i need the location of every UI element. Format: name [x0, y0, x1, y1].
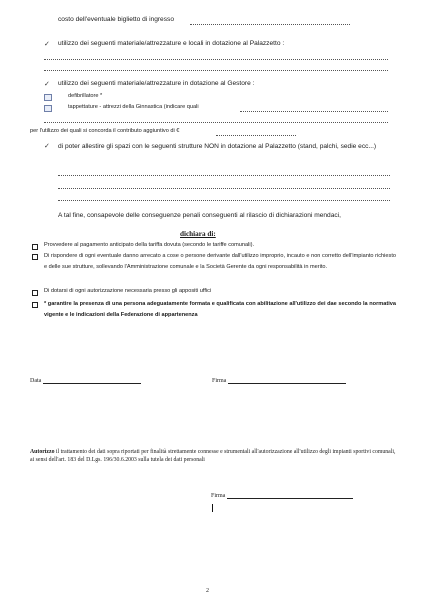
decl3-checkbox[interactable]: [32, 290, 38, 296]
decl2-text: Di rispondere di ogni eventuale danno arrecato a cose o persone derivante dall'utilizzo improprio, incauto e non corretto dell'impianto richiesto e delle sue strutture, sollevando l'Amministrazione comunale e la Società Gerente da ogni responsabilità in merito.: [44, 253, 396, 270]
decl1-checkbox[interactable]: [32, 244, 38, 250]
firma-underline[interactable]: [228, 377, 346, 384]
page-number: 2: [206, 588, 209, 594]
data-underline[interactable]: [43, 377, 141, 384]
data-label: Data: [30, 378, 42, 384]
spaces-dotted-field-3[interactable]: [58, 200, 390, 201]
cost-line: [58, 16, 174, 23]
cost-label: costo dell'eventuale biglietto di ingresso: [58, 16, 174, 23]
tappet-checkbox[interactable]: [44, 105, 52, 112]
item-spaces-label: di poter allestire gli spazi con le seguenti strutture NON in dotazione al Palazzetto (stand, palchi, sedie ecc...): [58, 143, 377, 150]
local-dotted-field-2[interactable]: [44, 70, 388, 71]
privacy-text: [30, 449, 400, 464]
item-gestore-label: utilizzo dei seguenti materiale/attrezzature in dotazione al Gestore :: [58, 80, 255, 87]
check-icon: ✓: [44, 81, 50, 88]
defib-label: defibrillatore *: [68, 93, 103, 99]
text-cursor: [212, 504, 213, 512]
decl2-checkbox[interactable]: [32, 254, 38, 260]
contrib-dotted-field[interactable]: [216, 135, 296, 136]
firma2-field: [211, 492, 353, 499]
privacy-rest: il trattamento dei dati sopra riportati per finalità strettamente connesse e strumentali all'autorizzazione all'utilizzo degli impianti sportivi comunali, ai sensi dell'art. 183 del D.Lgs. 196/30.6.2003 sulla tutela dei dati personali: [30, 449, 396, 463]
spaces-dotted-field-1[interactable]: [58, 175, 390, 176]
firma-field: [212, 377, 346, 384]
firma-label: Firma: [212, 378, 227, 384]
decl3-text: Di dotarsi di ogni autorizzazione necessaria presso gli appositi uffici: [44, 288, 212, 294]
check-icon: ✓: [44, 143, 50, 150]
firma2-label: Firma: [211, 493, 226, 499]
local-dotted-field-1[interactable]: [44, 59, 388, 60]
tappet-dotted-field[interactable]: [240, 111, 388, 112]
cost-dotted-field[interactable]: [190, 24, 350, 25]
firma2-underline[interactable]: [227, 492, 353, 499]
tappet-label: tappettature - attrezzi della Ginnastica (indicare quali: [68, 104, 199, 110]
spaces-dotted-field-2[interactable]: [58, 188, 390, 189]
privacy-bold: Autorizzo: [30, 449, 55, 455]
decl4-text: * garantire la presenza di una persona adeguatamente formata e qualificata con abilitazione all'utilizzo dei dae secondo la normativa vigente e le indicazioni della Federazione di appartenenza: [44, 301, 396, 318]
consapevole-text: A tal fine, consapevole delle conseguenze penali conseguenti al rilascio di dichiarazioni mendaci,: [58, 212, 341, 219]
decl1-text: Provvedere al pagamento anticipato della tariffa dovuta (secondo le tariffe comunali).: [44, 242, 254, 248]
defib-checkbox[interactable]: [44, 94, 52, 101]
item-local-label: utilizzo dei seguenti materiale/attrezzature e locali in dotazione al Palazzetto :: [58, 40, 285, 47]
decl4-checkbox[interactable]: [32, 302, 38, 308]
tappet-dotted-field-2[interactable]: [44, 122, 388, 123]
data-field: [30, 377, 141, 384]
dichiara-heading: dichiara di:: [180, 230, 216, 238]
check-icon: ✓: [44, 41, 50, 48]
contrib-label: per l'utilizzo dei quali si concorda il contributo aggiuntivo di €: [30, 128, 180, 134]
